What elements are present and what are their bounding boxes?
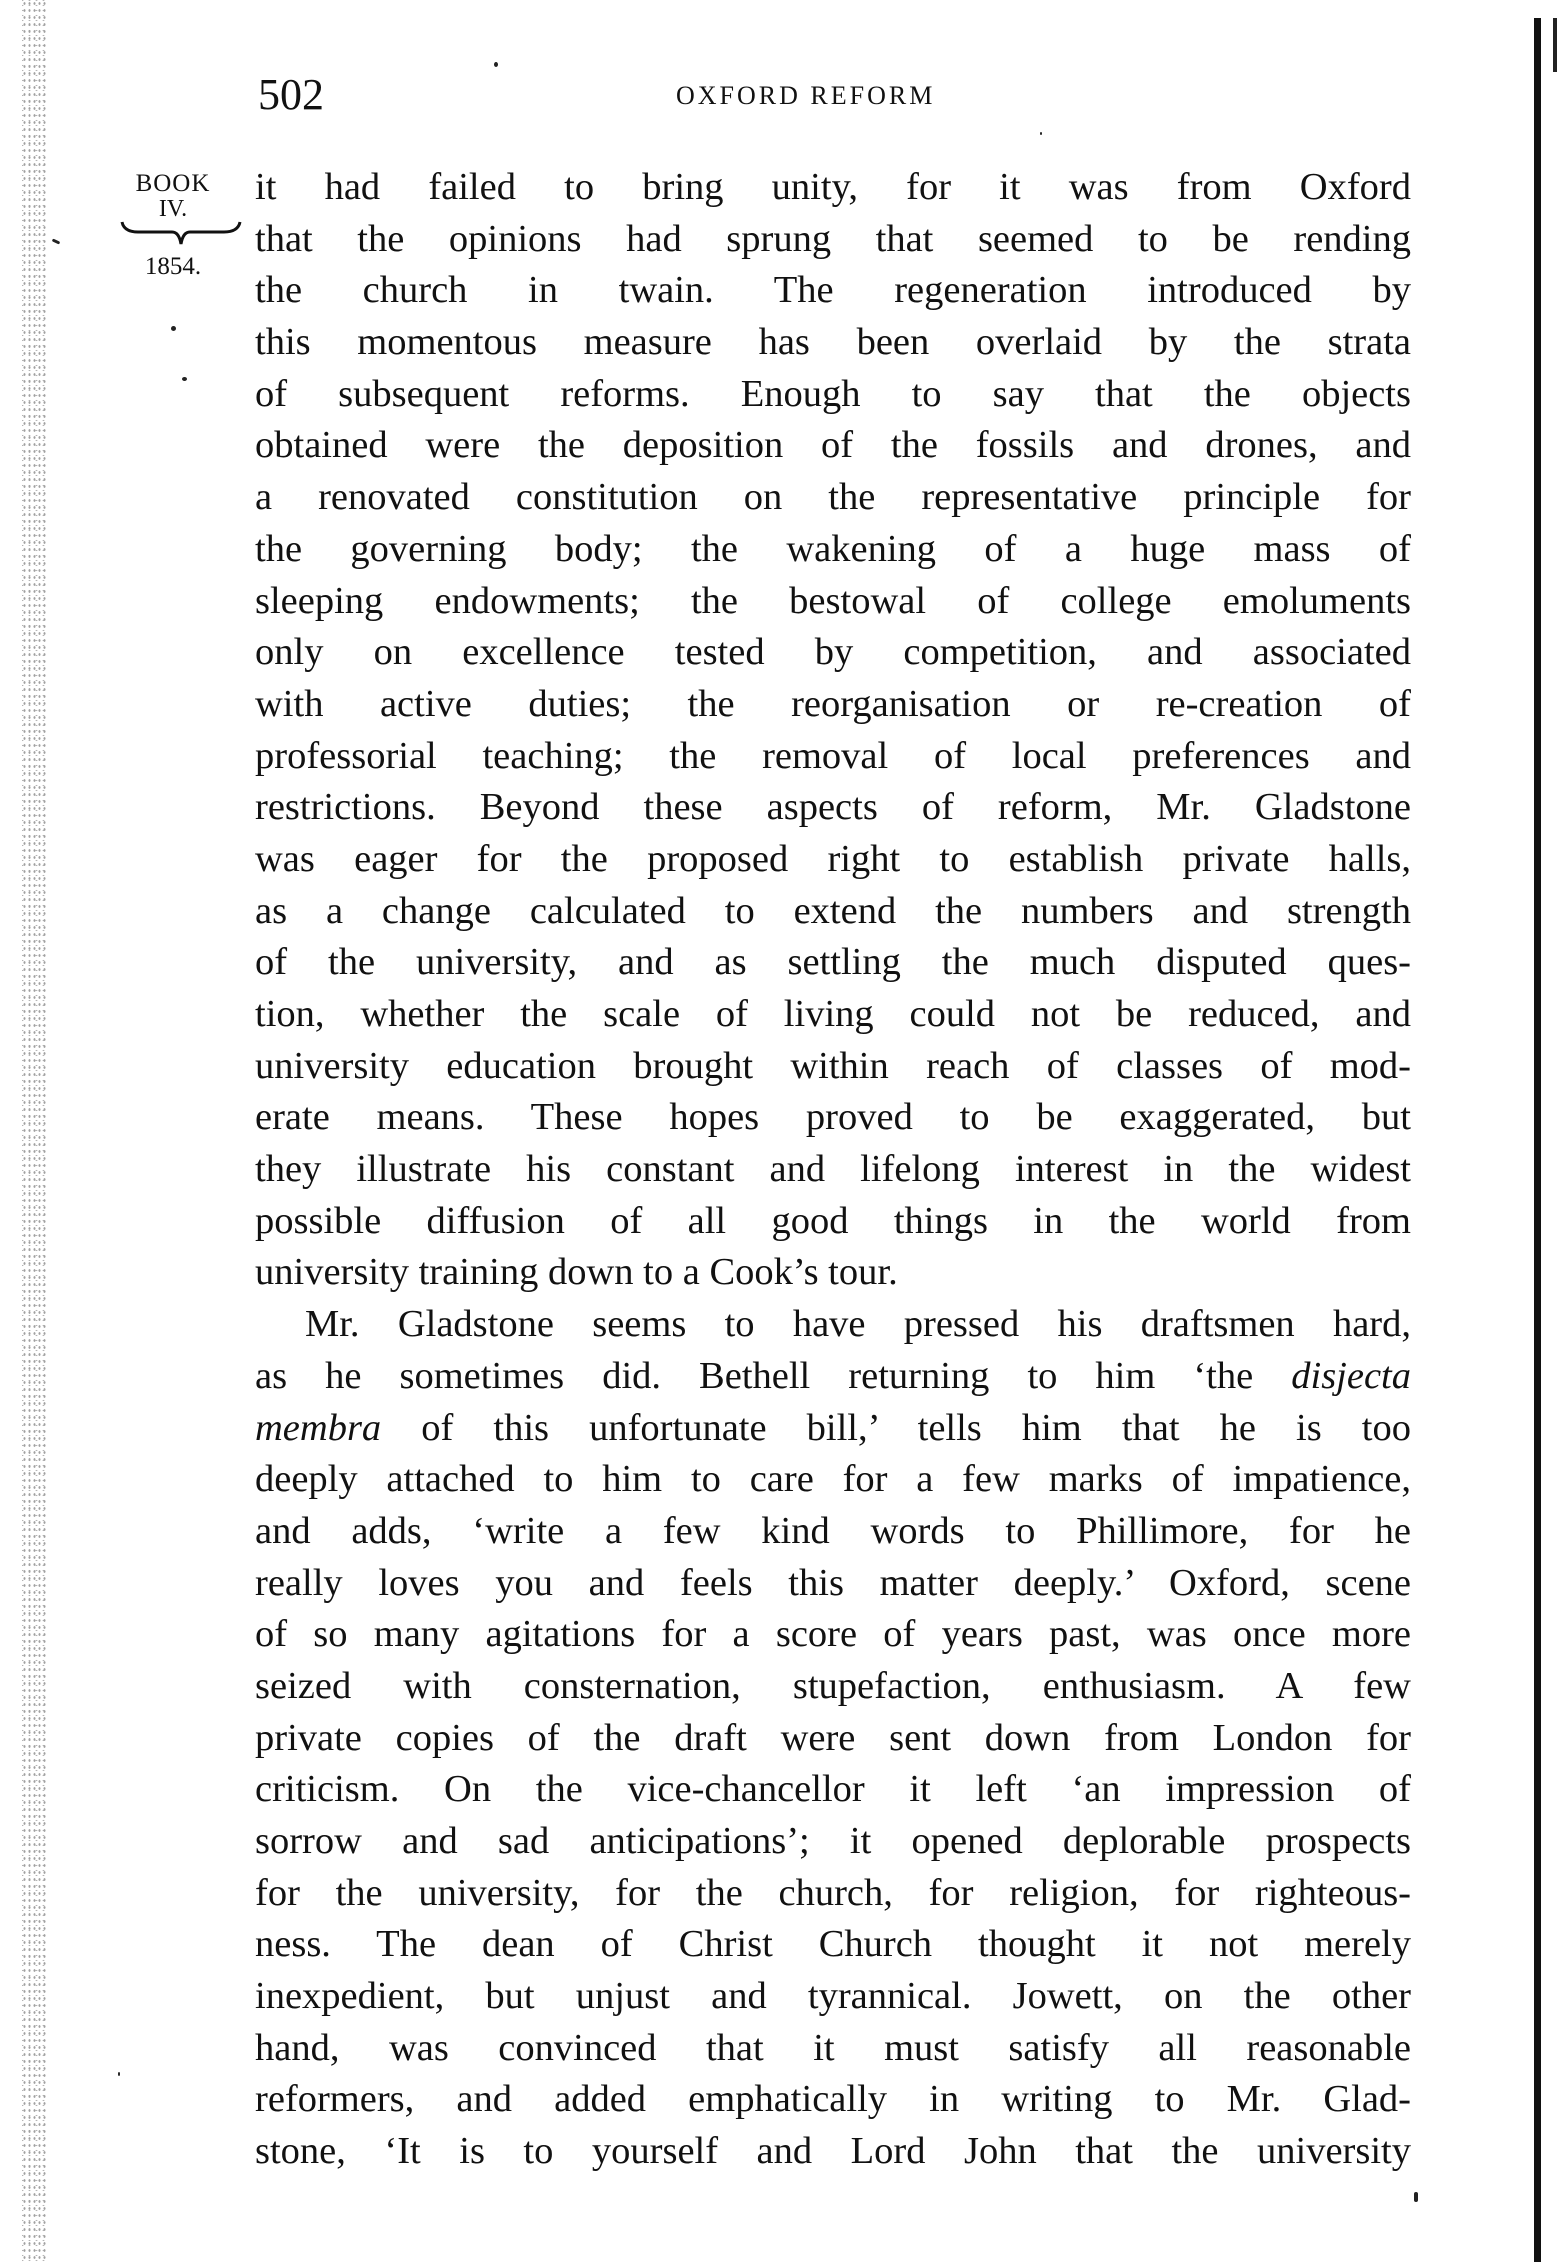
text-line: only on excellence tested by competition, and associated <box>255 631 1411 674</box>
margin-year: 1854. <box>144 253 202 280</box>
print-speck <box>1414 2192 1418 2202</box>
text-run: as he sometimes did. Bethell returning to him ‘the <box>255 1354 1292 1397</box>
text-line: sorrow and sad anticipations’; it opened deplorable prospects <box>255 1820 1411 1862</box>
margin-volume: IV. <box>158 196 188 222</box>
text-line: they illustrate his constant and lifelong interest in the widest <box>255 1148 1411 1191</box>
print-speck <box>52 238 61 244</box>
text-line: with active duties; the reorganisation or re-creation of <box>255 682 1411 725</box>
text-line: for the university, for the church, for religion, for righteous- <box>255 1871 1411 1914</box>
text-line: a renovated constitution on the representative principle for <box>255 476 1411 519</box>
text-line: ness. The dean of Christ Church thought it not merely <box>255 1923 1411 1966</box>
margin-note <box>118 170 228 331</box>
text-line: stone, ‘It is to yourself and Lord John that the university <box>255 2130 1411 2173</box>
text-line: hand, was convinced that it must satisfy all reasonable <box>255 2026 1411 2069</box>
print-speck <box>494 62 498 67</box>
page-edge-fleck <box>1553 18 1557 72</box>
text-line: really loves you and feels this matter deeply.’ Oxford, scene <box>255 1561 1411 1604</box>
text-line: possible diffusion of all good things in the world from <box>255 1199 1411 1242</box>
text-line: of subsequent reforms. Enough to say that the objects <box>255 372 1411 415</box>
text-line: was eager for the proposed right to establish private halls, <box>255 837 1411 880</box>
text-line: Mr. Gladstone seems to have pressed his draftsmen hard, <box>305 1303 1411 1346</box>
text-line: obtained were the deposition of the fossils and drones, and <box>255 424 1411 467</box>
paragraph-1 <box>255 162 1411 1299</box>
print-speck <box>1040 132 1042 135</box>
running-head: OXFORD REFORM <box>676 81 936 110</box>
text-line: that the opinions had sprung that seemed to be rending <box>255 217 1411 260</box>
text-line: as a change calculated to extend the numbers and strength <box>255 889 1411 932</box>
text-line: of so many agitations for a score of years past, was once more <box>255 1613 1411 1656</box>
print-speck <box>182 377 187 381</box>
print-speck <box>118 2072 120 2076</box>
text-line: university education brought within reach of classes of mod- <box>255 1044 1411 1087</box>
italic-phrase: disjecta <box>1291 1354 1411 1397</box>
text-line: professorial teaching; the removal of local preferences and <box>255 734 1411 777</box>
text-line: reformers, and added emphatically in writing to Mr. Glad- <box>255 2078 1411 2121</box>
text-run: of this unfortunate bill,’ tells him that he is too <box>381 1406 1411 1449</box>
margin-dot <box>171 326 176 331</box>
text-line: restrictions. Beyond these aspects of reform, Mr. Gladstone <box>255 786 1411 829</box>
text-line: university training down to a Cook’s tour. <box>255 1251 898 1294</box>
text-line: tion, whether the scale of living could not be reduced, and <box>255 993 1411 1035</box>
text-line: sleeping endowments; the bestowal of college emoluments <box>255 579 1411 622</box>
paragraph-2 <box>255 1299 1411 2178</box>
text-line: it had failed to bring unity, for it was from Oxford <box>255 166 1411 208</box>
text-line: seized with consternation, stupefaction, enthusiasm. A few <box>255 1664 1411 1707</box>
text-line: private copies of the draft were sent down from London for <box>255 1716 1411 1759</box>
text-line: of the university, and as settling the much disputed ques- <box>255 941 1411 984</box>
text-line: the church in twain. The regeneration introduced by <box>255 269 1411 312</box>
curly-brace-icon <box>118 220 244 250</box>
text-line: deeply attached to him to care for a few marks of impatience, <box>255 1458 1411 1501</box>
page-edge-rule <box>1534 18 1541 2262</box>
text-line: erate means. These hopes proved to be exaggerated, but <box>255 1096 1411 1139</box>
page-binding-shadow <box>0 0 48 2262</box>
text-line: criticism. On the vice-chancellor it left ‘an impression of <box>255 1768 1411 1811</box>
text-line-with-italic <box>255 1351 1411 1403</box>
text-line: this momentous measure has been overlaid by the strata <box>255 321 1411 364</box>
text-line: and adds, ‘write a few kind words to Phillimore, for he <box>255 1509 1411 1552</box>
text-line: inexpedient, but unjust and tyrannical. Jowett, on the other <box>255 1975 1411 2018</box>
page-header <box>258 70 1410 120</box>
text-line: the governing body; the wakening of a huge mass of <box>255 527 1411 570</box>
italic-phrase: membra <box>255 1406 382 1449</box>
margin-book-label: BOOK <box>135 170 211 197</box>
text-line-with-italic <box>255 1403 1411 1455</box>
page-number: 502 <box>258 70 324 119</box>
body-text <box>255 162 1411 2178</box>
